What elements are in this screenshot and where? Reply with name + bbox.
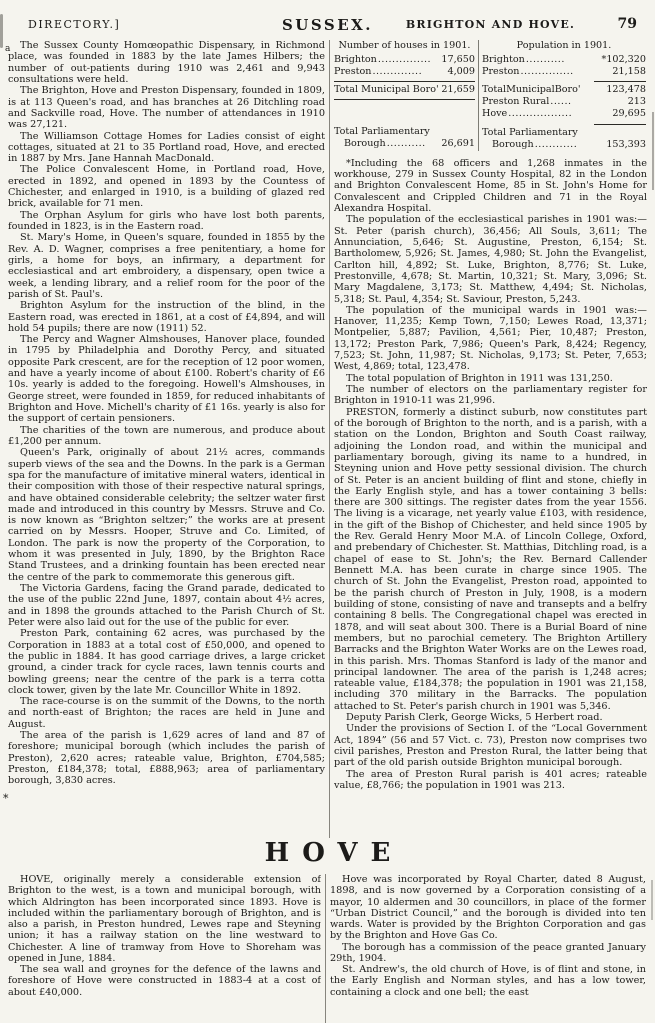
row-label: Borough [492,138,534,150]
row-value: 123,478 [606,84,646,96]
row-label: Preston Rural [482,96,550,108]
row-value: 26,691 [441,138,475,150]
row-leader: ............ [534,138,578,150]
row-value: 21,158 [612,66,646,78]
page-header [0,16,655,36]
paragraph: Deputy Parish Clerk, George Wicks, 5 Herbert road. [346,712,603,724]
scan-artifact-left-edge [0,14,3,48]
paragraph: The sea wall and groynes for the defence of the lawns and foreshore of Hove were constructed in 1883-4 at a cost of about £40,000. [8,964,321,998]
row-label: Total Parliamentary [482,126,578,138]
row-label: Total Parliamentary [334,126,430,138]
paragraph: Queen's Park, originally of about 21½ acres, commands superb views of the sea and the Downs. In the park is a German spa for the manufacture of imitative mineral waters, identical in their composition with those of their respective natural springs, and have obtained considerable celebrity; the seltzer water first made and introduced in this country by Messrs. Struve and Co. is now known as “Brighton seltzer;” the works are at present carried on by Messrs. Hooper, Struve and Co. Limited, of London. The park is now the property of the Corporation, to whom it was presented in July, 1890, by the Brighton Race Stand Trustees, and a drinking fountain has been erected near the centre of the park to commemorate this generous gift. [8,447,325,583]
paragraph-hove-intro: HOVE, originally merely a considerable extension of Brighton to the west, is a town and municipal borough, with which Aldrington has been incorporated since 1893. Hove is included within the parliamentary borough of Brighton, and is also a parish, in Preston hundred, Lewes rape and Steyning union; it has a railway station on the line westward to Chichester. A line of tramway from Hove to Shoreham was opened in June, 1884. [8,874,321,964]
row-label: Hove [482,108,508,120]
table-divider [478,40,479,151]
paragraph-area-of-parish: The area of the parish is 1,629 acres of land and 87 of foreshore; municipal borough (which includes the parish of Preston), 2,620 acres; rateable value, Brighton, £704,585; Preston, £184,378; total, £888,963; area of parliamentary borough, 3,830 acres. [8,730,325,787]
paragraph: The race-course is on the summit of the Downs, to the north and north-east of Brighton; the races are held in June and August. [8,696,325,730]
hove-section-heading: HOVE [264,838,404,868]
paragraph: The number of electors on the parliamentary register for Brighton in 1910-11 was 21,996. [334,384,647,407]
row-leader: ...... [550,96,572,108]
paragraph: Under the provisions of Section I. of the “Local Government Act, 1894” (56 and 57 Vict. c. 73), Preston now comprises two civil parishes, Preston and Preston Rural, the latter being that part of the old parish outside Brighton municipal borough. [334,723,647,769]
row-leader: .................. [508,108,573,120]
table-row [334,66,475,78]
paragraph: The total population of Brighton in 1911 was 131,250. [346,372,613,384]
table-row-total-parliamentary-value [334,138,475,150]
paragraph: The Williamson Cottage Homes for Ladies consist of eight cottages, situated at 21 to 35 Portland road, Hove, and erected in 1887 by Mrs. Jane Hannah MacDonald. [8,130,325,165]
row-value: 29,695 [612,108,646,120]
paragraph: The Victoria Gardens, facing the Grand parade, dedicated to the use of the public 22nd June, 1897, contain about 4½ acres, and in 1898 the grounds attached to the Parish Church of St. Peter were also laid out for the use of the public for ever. [8,583,325,628]
paragraph: The area of Preston Rural parish is 401 acres; rateable value, £8,766; the population in 1901 was 213. [334,768,647,791]
table-row [334,54,475,66]
paragraph: The Police Convalescent Home, in Portland road, Hove, erected in 1892, and opened in 1893 by the Countess of Chichester, and enlarged in 1910, is a building of glazed red brick, available for 71 men. [8,164,325,210]
scan-artifact-right-edge-lower [651,880,653,920]
margin-note-a: a [5,44,11,54]
population-table [482,40,646,151]
table-row [482,66,646,78]
table-row [482,54,646,66]
row-label: Borough [344,138,386,150]
paragraph: The borough has a commission of the peace granted January 29th, 1904. [330,941,646,964]
paragraph: The population of the municipal wards in 1901 was:—Hanover, 11,235; Kemp Town, 7,150; Lewes Road, 13,371; Montpelier, 5,887; Pavilion, 4,561; Pier, 10,487; Preston, 13,172; Preston Park, 7,986; Queen's Park, 8,424; Regency, 7,523; St. John, 11,987; St. Nicholas, 9,173; St. Peter, 7,653; West, 4,869; total, 123,478. [334,304,647,373]
table-rule [334,81,475,82]
row-leader: .............. [372,66,423,78]
row-leader: ........... [525,54,565,66]
footnote-asterisk-mark: * [3,792,9,805]
population-table-title: Population in 1901. [516,40,612,51]
row-value: 213 [627,96,646,108]
scan-artifact-right-edge [652,112,654,190]
column-divider [329,40,330,838]
header-directory-label: DIRECTORY.] [28,18,121,31]
paragraph-preston: PRESTON, formerly a distinct suburb, now constitutes part of the borough of Brighton to the north, and is a parish, with a station on the London, Brighton and South Coast railway, adjoining the London road, and within the municipal and parliamentary borough, giving its name to a hundred, in Steyning union and Hove petty sessional division. The church of St. Peter is an ancient building of flint and stone, chiefly in the Early English style, and has a tower containing 3 bells: there are 300 sittings. The register dates from the year 1556. The living is a vicarage, net yearly value £103, with residence, in the gift of the Bishop of Chichester, and held since 1905 by the Rev. Gerald Henry Moor M.A. of Lincoln College, Oxford, and prebendary of Chichester. St. Matthias, Ditchling road, is a chapel of ease to St. John's; the Rev. Bernard Callender Bennett M.A. has been curate in charge since 1905. The church of St. John the Evangelist, Preston road, appointed to be the parish church of Preston in July, 1908, is a modern building of stone, consisting of nave and transepts and a belfry containing 8 bells. The Congregational chapel was erected in 1878, and will seat about 300. There is a Burial Board of nine members, but no parochial cemetery. The Brighton Artillery Barracks and the Brighton Water Works are on the Lewes road, in this parish. Mrs. Thomas Stanford is lady of the manor and principal landowner. The area of the parish is 1,248 acres; rateable value, £184,378; the population in 1901 was 21,158, including 370 military in the Barracks. The population attached to St. Peter's parish church in 1901 was 5,346. [334,406,647,712]
table-row-total-parliamentary [482,127,646,139]
paragraph: The Sussex County Homœopathic Dispensary, in Richmond place, was founded in 1883 by the late James Hilbers; the number of out-patients during 1910 was 2,461 and 9,943 consultations were held. [8,40,325,85]
row-label: Total Municipal Boro' [334,84,439,96]
paragraph: St. Mary's Home, in Queen's square, founded in 1855 by the Rev. A. D. Wagner, comprises a free penitentiary, a home for girls, a home for boys, an infirmary, a department for ecclesiastical and art embroidery, a dispensary, open twice a week, a lending library, and a relief room for the poor of the parish of St. Paul's. [8,232,325,300]
row-leader: ............... [377,54,432,66]
table-row-total-municipal [482,84,646,96]
row-label: Brighton [334,54,377,66]
houses-table-title: Number of houses in 1901. [338,40,471,51]
hove-left-column [8,874,321,1023]
row-leader: ............... [520,66,574,78]
row-value: 21,659 [441,84,475,96]
row-value: *102,320 [601,54,646,66]
row-label: Preston [482,66,520,78]
paragraph: The charities of the town are numerous, and produce about £1,200 per annum. [8,424,325,447]
table-rule [594,124,646,125]
paragraph: St. Andrew's, the old church of Hove, is of flint and stone, in the Early English and Norman styles, and has a low tower, containing a clock and one bell; the east [330,964,646,998]
table-spacer [334,102,475,126]
row-value: 4,009 [447,66,475,78]
paragraph: The Brighton, Hove and Preston Dispensary, founded in 1809, is at 113 Queen's road, and has branches at 26 Ditchling road and Sackville road, Hove. The number of attendances in 1910 was 27,121. [8,85,325,131]
paragraph: Brighton Asylum for the instruction of the blind, in the Eastern road, was erected in 1861, at a cost of £4,894, and will hold 54 pupils; there are now (1911) 52. [8,300,325,334]
row-leader: ........... [386,138,426,150]
table-row-total-municipal [334,84,475,96]
column-divider [325,874,326,1023]
row-value: 153,393 [606,138,646,150]
right-column [334,40,647,838]
table-row [482,108,646,120]
paragraph: The Percy and Wagner Almshouses, Hanover place, founded in 1795 by Philadelphia and Dorothy Percy, and situated opposite Park crescent, are for the reception of 12 poor women, and have a yearly income of about £100. Robert's charity of £6 10s. yearly is added to the foregoing. Howell's Almshouses, in George street, were founded in 1859, for reduced inhabitants of Brighton and Hove. Michell's charity of £1 16s. yearly is also for the support of certain pensioners. [8,334,325,425]
hove-right-column [330,874,646,1023]
row-label: Preston [334,66,372,78]
table-rule [594,81,646,82]
main-content [8,40,647,838]
row-value: 17,650 [441,54,475,66]
table-row [482,96,646,108]
paragraph: The Orphan Asylum for girls who have lost both parents, founded in 1823, is in the Eastern road. [8,209,325,232]
table-row-total-parliamentary [334,126,475,138]
footnote-paragraph: *Including the 68 officers and 1,268 inmates in the workhouse, 279 in Sussex County Hospital, 82 in the London and Brighton Convalescent Home, 85 in St. John's Home for Convalescent and Crippled Children and 71 in the Royal Alexandra Hospital. [334,157,647,214]
houses-table [334,40,475,151]
left-column [8,40,325,838]
row-label: TotalMunicipalBoro' [482,84,581,96]
table-rule [334,99,475,100]
header-section-title: BRIGHTON AND HOVE. [405,18,575,31]
page-number: 79 [617,16,637,32]
paragraph: Hove was incorporated by Royal Charter, dated 8 August, 1898, and is now governed by a Corporation consisting of a mayor, 10 aldermen and 30 councillors, in place of the former “Urban District Council,” and the borough is divided into ten wards. Water is provided by the Brighton Corporation and gas by the Brighton and Hove Gas Co. [330,874,646,942]
hove-section [8,874,647,1023]
header-county-title: SUSSEX. [281,16,374,34]
paragraph: Preston Park, containing 62 acres, was purchased by the Corporation in 1883 at a total cost of £50,000, and opened to the public in 1884. It has good carriage drives, a large cricket ground, a cinder track for cycle races, lawn tennis courts and bowling greens; near the centre of the park is a terra cotta clock tower, given by the late Mr. Councillor White in 1892. [8,628,325,696]
table-row-total-parliamentary-value [482,139,646,151]
paragraph: The population of the ecclesiastical parishes in 1901 was:—St. Peter (parish church), 36,456; All Souls, 3,611; The Annunciation, 5,646; St. Augustine, Preston, 6,154; St. Bartholomew, 5,926; St. James, 4,980; St. John the Evangelist, Carlton hill, 4,892; St. Luke, Brighton, 8,776; St. Luke, Prestonville, 4,678; St. Martin, 10,321; St. Mary, 3,096; St. Mary Magdalene, 3,173; St. Matthew, 4,494; St. Nicholas, 5,318; St. Paul, 4,354; St. Saviour, Preston, 5,243. [334,214,647,305]
row-label: Brighton [482,54,525,66]
statistics-tables [334,40,647,151]
